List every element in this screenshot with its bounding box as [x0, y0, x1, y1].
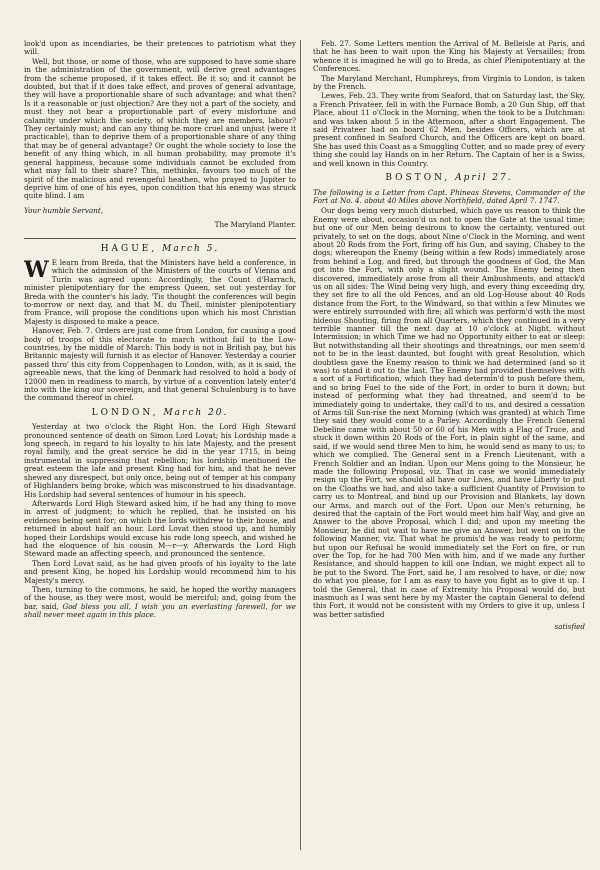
letter-body: Our dogs being very much disturbed, which gave us reason to think the Enemy were about, occasion'd us not to open the Gate at the usual time; but one of our Men being desirous to know the certainty, ventured out privately, to set on the dogs, about Nine o'Clock in the Morning, and went about 20 Rods from the Fort, firing off his Gun, and saying, Chabey to the dogs; whereupon the Enemy (being within a few Rods) immediately arose from behind a Log, and fired, but through the goodness of God, the Man got into the Fort, with only a slight wound. The Enemy being then discovered, immediately arose from all their Ambushments, and attack'd us on all sides: The Wind being very high, and every thing exceeding dry, they set fire to all the old Fences, and an old Log-House about 40 Rods distance from the Fort, to the Windward, so that within a few Minutes we were entirely surrounded with fire; all which was perform'd with the most hideous Shouting, firing from all Quarters, which they continued in a very terrible manner till the next day at 10 o'clock at Night, without Intermission; in which Time we had no Opportunity either to eat or sleep: But notwithstanding all their shoutings and threatnings, our men seem'd not to be in the least daunted, but fought with great Resolution, which doubtless gave the Enemy reason to think we had determined (and so it was) to stand it out to the last. The Enemy had provided themselves with a sort of a Fortification, which they had determin'd to push before them, and so bring Fuel to the side of the Fort, in order to burn it down; but instead of performing what they had threatned, and seem'd to be immediately going to undertake, they call'd to us, and desired a cessation of Arms till Sun-rise the next Morning (which was granted) at which Time they said they would come to a Parley. Accordingly the French General Debeline came with about 50 or 60 of his Men with a Flag of Truce, and stuck it down within 20 Rods of the Fort, in plain sight of the same, and said, if we would send three Men to him, he would send as many to us; to which we complied. The General sent in a French Lieutenant, with a French Soldier and an Indian. Upon our Mens going to the Monsieur, he made the following Proposal, viz. That in case we would immediately resign up the Fort, we should all have our Lives, and have Liberty to put on the Cloaths we had, and also take a sufficient Quantity of Provision to carry us to Montreal, and bind up our Provision and Blankets, lay down our Arms, and march out of the Fort. Upon our Men's returning, he desired that the captain of the Fort would meet him half Way, and give an Answer to the above Proposal, which I did; and upon my meeting the Monsieur, he did not wait to have me give an Answer, but went on in the following Manner, viz. That what he promis'd he was ready to perform; but upon our Refusal he would immediately set the Fort on fire, or run over the Top, for he had 700 Men with him, and if we made any further Resistance, and should happen to kill one Indian, we might expect all to be put to the Sword. The Fort, said he, I am resolved to have, or die; now do what you please, for I am as easy to have you fight as to give it up. I told the General, that in case of Extremity his Proposal would do, but inasmuch as I was sent here by my Master the captain General to defend this Fort, it would not be consistent with my Orders to give it up, unless I was better satisfied [313, 206, 585, 619]
valediction: Your humble Servant, [24, 205, 104, 215]
letter-intro: The following is a Letter from Capt. Phineas Stevens, Commander of the Fort at No. 4. about 40 Miles above Northfield, dated April 7. 1747. [313, 187, 585, 205]
drop-cap: W [24, 256, 49, 283]
dateline-date: April 27. [455, 173, 513, 184]
dateline-place: LONDON, [91, 407, 159, 418]
section-divider [24, 238, 296, 239]
london-paragraph: Then Lord Lovat said, as he had given proofs of his loyalty to the late and present King, he hoped his Lordship would recommend him to his Majesty's mercy. [24, 558, 296, 585]
dateline-date: March 20. [163, 407, 229, 418]
dateline-place: HAGUE, [100, 243, 158, 254]
london-paragraph: Afterwards Lord High Steward asked him, if he had any thing to move in arrest of judgment; to which he replied, that he insisted on his evidences being sent for; on which the lords withdrew to their house, and returned in about half an hour. Lord Lovat then stood up, and humbly hoped their Lordships would excuse his rude long speech, and wished he had the eloquence of his cousin M---r---y. Afterwards the Lord High Steward made an affecting speech, and pronounced the sentence. [24, 498, 296, 559]
news-paragraph: Lewes, Feb. 23. They write from Seaford, that on Saturday last, the Sky, a French Privateer, fell in with the Furnace Bomb, a 20 Gun Ship, off that Place, about 11 o'Clock in the Morning, when the took to be a Dutchman: and was taken about 5 in the Afternoon, after a short Engagement. The said Privateer had on board 62 Men, besides Officers, which are at present confined in Seaford Church, and the Officers are kept on board. She has used this Coast as a Smuggling Cutter, and so made prey of every thing she could lay Hands on in her Return. The Captain of her is a Swiss, and well known in this Country. [313, 91, 585, 168]
letter-signoff [24, 207, 296, 215]
london-dateline [24, 409, 296, 417]
catchword: satisfied [554, 622, 585, 632]
left-column [24, 40, 296, 855]
essay-paragraph: Well, but those, or some of those, who are supposed to have some share in the administration of the government, will derive great advantages from the scheme proposed, if it takes effect. Be it so; and it cannot be doubted, but that if it does take effect, and proves of general advantage, they will have a proportionable share of such advantage; and what then? Is it a reasonable or just objection? Are they not a part of the society, and must they not bear a proportionable part of every misfortune and calamity under which the society, of which they are members, labour? They certainly must; and can any thing be more cruel and unjust (were it practicable), than to deprive them of a proportionable share of any thing that may be of general advantage? Or ought the whole society to lose the benefit of any thing which, in all human probability, may promote it's general happiness, because some individuals cannot be excluded from what may fall to their share? This, methinks, favours too much of the spirit of the malicious and revengeful heathen, who prayed to Jupiter to deprive him of one of his eyes, upon condition that his enemy was struck quite blind. I am [24, 56, 296, 201]
hague-dateline [24, 245, 296, 253]
london-paragraph: Yesterday at two o'clock the Right Hon. the Lord High Steward pronounced sentence of death on Simon Lord Lovat; his Lordship made a long speech, in regard to his loyalty to his late Majesty, and the present royal family, and the great service he did in the year 1715, in being instrumental in suppressing that rebellion; his lordship mentioned the great esteem the late and present King had for him, and that he never shewed any disrespect, but only once, being out of temper at his company of Highlanders being broke, which was misconstrued to his disadvantage. His Lordship had several sentences of humour in his speech. [24, 422, 296, 499]
dateline-date: March 5. [162, 243, 220, 254]
news-paragraph: Feb. 27. Some Letters mention the Arrival of M. Belleisle at Paris, and that he has been to wait upon the King his Majesty at Versailles; from whence it is imagined he will go to Breda, as chief Plenipotentiary at the Conferences. [313, 40, 585, 74]
column-rule [300, 40, 301, 850]
london-final-quote: God bless you all, I wish you an everlasting farewell, for we shall never meet again in this place. [24, 601, 296, 620]
hanover-paragraph: Hanover, Feb. 7. Orders are just come from London, for causing a good body of troops of this electorate to march without fail to the Low-countries, by the middle of March: This body is not in British pay, but his Britannic majesty will furnish it as elector of Hanover. Yesterday a courier passed thro' this city from Coppenhagen to London, with, as it is said, the agreeable news, that the king of Denmark had resolved to hold a body of 12000 men in readiness to march, by virtue of a convention lately enter'd into with the king our sovereign, and that general Schulenburg is to have the command thereof in chief. [24, 326, 296, 403]
boston-dateline [313, 174, 585, 182]
dateline-place: BOSTON, [385, 173, 451, 184]
news-paragraph: The Maryland Merchant, Humphreys, from Virginia to London, is taken by the French. [313, 73, 585, 92]
right-column [313, 40, 585, 855]
london-text: Then, turning to the commons, he said, he hoped the worthy managers of the house, as they were most, would be merciful; and, going from the bar, said, [24, 584, 296, 611]
hague-text: E learn from Breda, that the Ministers have held a conference, in which the admission of the Ministers of the courts of Vienna and Turin was agreed upon: Accordingly, the Count d'Harrach, minister plenipotentiary for the empress Queen, set out yesterday for Breda with the counter's his lady. 'Tis thought the conferences will begin to-morrow or next day, and that M. du Theil, minister plenipotentiary from France, will propose the conditions upon which his most Christian Majesty is disposed to make a peace. [24, 257, 296, 326]
london-paragraph [24, 586, 296, 620]
letter-signature-row [24, 221, 296, 229]
signature: The Maryland Planter. [214, 220, 296, 230]
opening-paragraph: look'd upon as incendiaries, be their pretences to patriotism what they will. [24, 40, 296, 57]
hague-paragraph [24, 256, 296, 326]
